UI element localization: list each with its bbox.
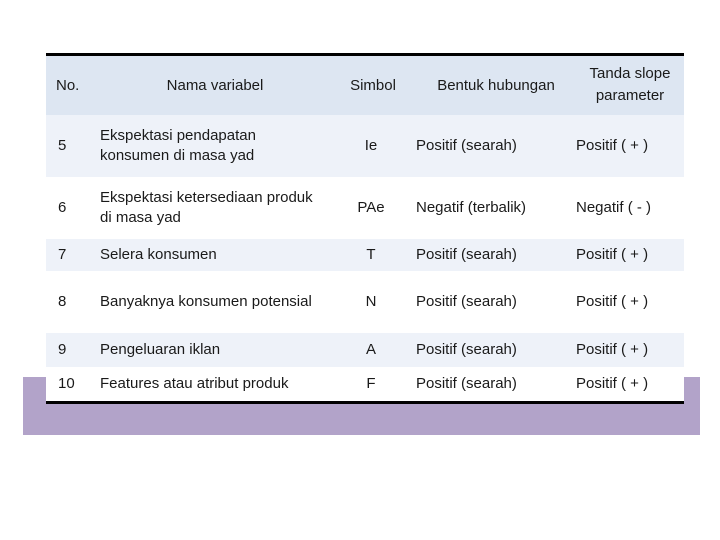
cell-no: 9	[58, 340, 67, 358]
cell-tanda: Positif ( + )	[576, 292, 649, 310]
cell-tanda: Positif ( + )	[576, 136, 649, 154]
cell-nama: Banyaknya konsumen potensial	[100, 292, 312, 310]
header-nama-variabel: Nama variabel	[166, 76, 264, 94]
cell-simbol: PAe	[357, 198, 385, 216]
table-row	[46, 333, 684, 367]
cell-bentuk: Positif (searah)	[416, 292, 517, 310]
cell-simbol: Ie	[364, 136, 378, 154]
table-header-row	[46, 55, 684, 115]
variable-table	[46, 53, 684, 404]
cell-tanda: Positif ( + )	[576, 245, 649, 263]
cell-tanda: Positif ( + )	[576, 340, 649, 358]
table-row	[46, 177, 684, 239]
table-row	[46, 367, 684, 403]
cell-bentuk: Positif (searah)	[416, 136, 517, 154]
cell-no: 6	[58, 198, 67, 216]
cell-bentuk: Positif (searah)	[416, 374, 517, 392]
cell-nama: Selera konsumen	[100, 245, 217, 263]
cell-nama: Ekspektasi ketersediaan produk di masa yad	[100, 188, 313, 226]
cell-nama: Ekspektasi pendapatan konsumen di masa yad	[100, 126, 256, 164]
cell-tanda: Positif ( + )	[576, 374, 649, 392]
cell-no: 8	[58, 292, 67, 310]
header-no: No.	[56, 76, 80, 94]
header-tanda-slope: Tanda slope parameter	[589, 65, 671, 105]
cell-simbol: F	[366, 374, 376, 392]
cell-nama: Features atau atribut produk	[100, 374, 289, 392]
cell-bentuk: Positif (searah)	[416, 245, 517, 263]
table-row	[46, 271, 684, 333]
cell-bentuk: Positif (searah)	[416, 340, 517, 358]
cell-no: 10	[58, 374, 75, 392]
cell-no: 5	[58, 136, 67, 154]
cell-simbol: T	[366, 245, 376, 263]
header-bentuk-hubungan: Bentuk hubungan	[437, 76, 555, 94]
cell-bentuk: Negatif (terbalik)	[416, 198, 527, 216]
table-row	[46, 239, 684, 271]
cell-simbol: A	[365, 340, 376, 358]
table-row	[46, 115, 684, 177]
cell-nama: Pengeluaran iklan	[100, 340, 221, 358]
header-simbol: Simbol	[350, 76, 396, 94]
cell-tanda: Negatif ( - )	[576, 198, 652, 216]
cell-simbol: N	[365, 292, 377, 310]
cell-no: 7	[58, 245, 67, 263]
variable-table-container	[46, 53, 684, 404]
